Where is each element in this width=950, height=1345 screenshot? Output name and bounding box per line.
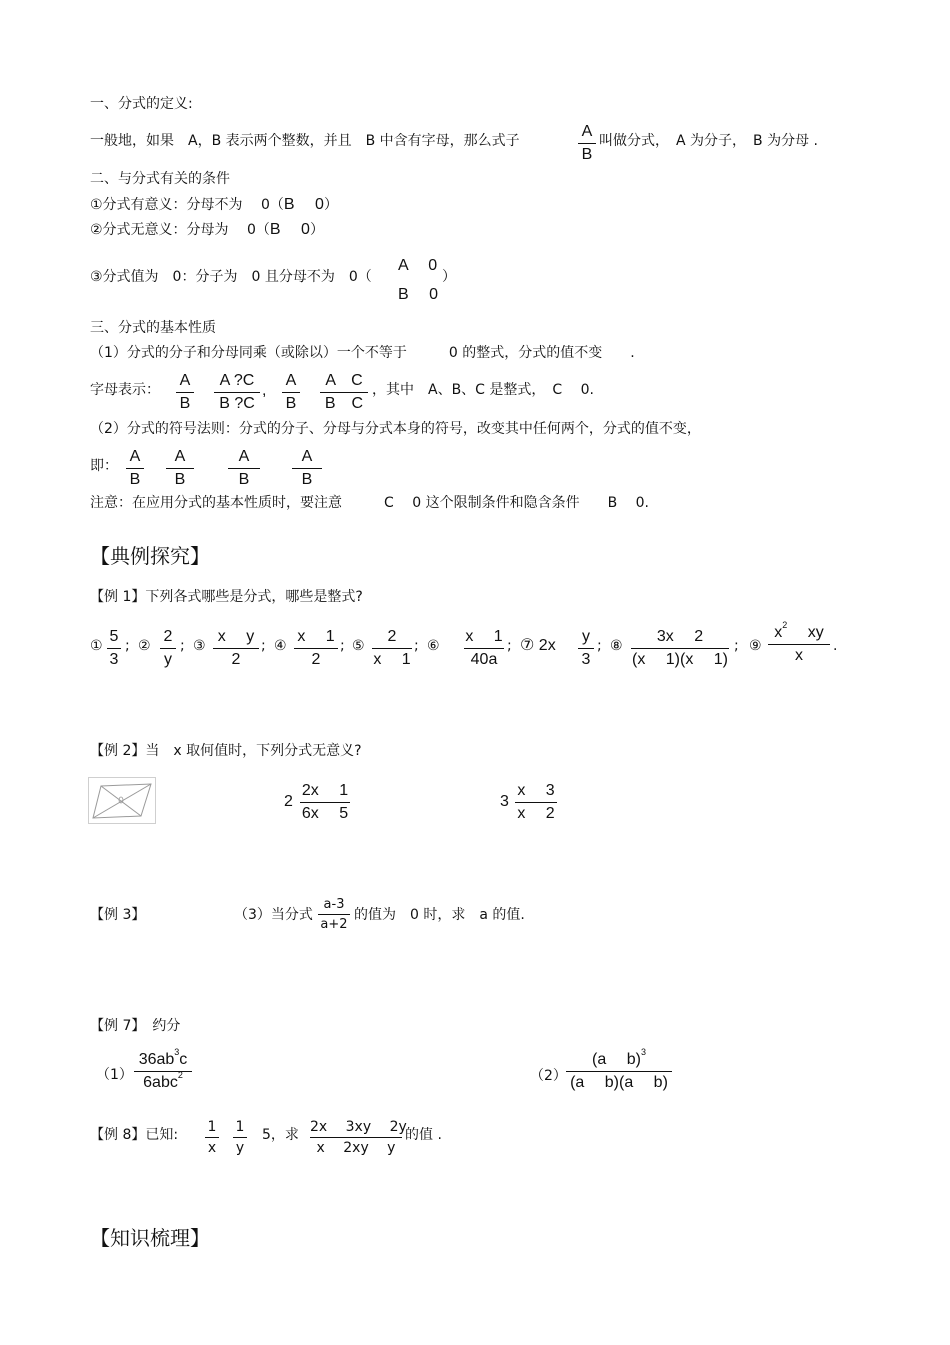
- example-1-sep-6: ;: [507, 638, 512, 654]
- example-1-marker-6: ⑥: [427, 638, 440, 654]
- example-3-text-end: 的值为 0 时，求 a 的值.: [354, 907, 525, 923]
- example-1-marker-9: ⑨: [749, 638, 762, 654]
- example-1-expr-1: 5 3: [107, 629, 121, 668]
- sign-fraction-3: A B: [228, 449, 260, 488]
- example-3-title: 【例 3】: [90, 907, 146, 923]
- example-1-expr-9: $x^2$ xy x: [768, 625, 830, 664]
- example-1-marker-1: ①: [90, 638, 103, 654]
- sign-fraction-2: A B: [166, 449, 194, 488]
- example-8-text-end: 的值 .: [405, 1127, 442, 1143]
- definition-text-end: 叫做分式， A 为分子， B 为分母 .: [599, 133, 818, 149]
- property-2-text: （2）分式的符号法则：分式的分子、分母与分式本身的符号，改变其中任何两个，分式的值不变，: [90, 421, 701, 437]
- example-1-sep-8: ;: [734, 638, 739, 654]
- letters-text-end: ，其中 A、B、C 是整式， C 0.: [372, 382, 594, 398]
- example-8-title: 【例 8】已知:: [90, 1127, 179, 1143]
- example-2-label-3: 3: [500, 793, 509, 810]
- example-1-sep-1: ;: [125, 638, 130, 654]
- example-1-marker-3: ③: [193, 638, 206, 654]
- example-1-expr-8: 3x 2 (x 1)(x 1): [631, 628, 728, 668]
- example-1-title: 【例 1】下列各式哪些是分式，哪些是整式?: [90, 589, 363, 605]
- example-2-title: 【例 2】当 x 取何值时，下列分式无意义?: [90, 743, 362, 759]
- condition-zero-close: ）: [442, 269, 456, 285]
- example-3-text: （3）当分式: [234, 907, 313, 923]
- letters-fraction-3: A B: [282, 373, 300, 412]
- example-1-expr-7: y 3: [578, 629, 594, 668]
- example-1-expr-3: x y 2: [213, 629, 259, 668]
- condition-zero-value: ③分式值为 0：分子为 0 且分母不为 0（: [90, 269, 372, 285]
- example-1-expr-4: x 1 2: [294, 629, 338, 668]
- section-definition-title: 一、分式的定义:: [90, 96, 193, 112]
- condition-zero-denominator: B 0: [398, 286, 439, 303]
- example-1-marker-7: ⑦ 2x: [520, 637, 556, 654]
- section-properties-title: 三、分式的基本性质: [90, 320, 216, 336]
- property-1-text: （1）分式的分子和分母同乘（或除以）一个不等于 0 的整式，分式的值不变 .: [90, 345, 635, 361]
- review-heading: 【知识梳理】: [90, 1226, 210, 1250]
- example-1-marker-5: ⑤: [352, 638, 365, 654]
- section-conditions-title: 二、与分式有关的条件: [90, 171, 230, 187]
- example-1-sep-4: ;: [340, 638, 345, 654]
- example-7-expr-2: (a b)$^3$ (a b)(a b): [566, 1052, 672, 1091]
- example-1-sep-7: ;: [597, 638, 602, 654]
- letters-fraction-2: A ?C B ?C: [214, 373, 260, 412]
- example-7-label-2: （2）: [530, 1068, 567, 1084]
- letters-label: 字母表示：: [90, 382, 160, 398]
- example-1-expr-6: x 1 40a: [465, 628, 503, 668]
- example-1-expr-5: 2 x 1: [373, 628, 411, 668]
- example-1-sep-2: ;: [180, 638, 185, 654]
- condition-meaningless: ②分式无意义：分母为 0（B 0）: [90, 221, 324, 238]
- definition-text: 一般地，如果 A，B 表示两个整数，并且 B 中含有字母，那么式子: [90, 133, 520, 149]
- example-1-sep-5: ;: [414, 638, 419, 654]
- condition-meaningful: ①分式有意义：分母不为 0（B 0）: [90, 196, 338, 213]
- example-8-text: 5，求: [262, 1127, 299, 1143]
- letters-comma: ,: [262, 382, 267, 399]
- example-8-fraction-1: 1 x: [205, 1120, 219, 1155]
- example-8-fraction-3: 2x 3xy 2y x 2xy y: [310, 1119, 407, 1156]
- example-1-marker-8: ⑧: [610, 638, 623, 654]
- letters-fraction-1: A B: [176, 373, 194, 412]
- example-1-sep-3: ;: [261, 638, 266, 654]
- example-7-label-1: （1）: [96, 1067, 133, 1083]
- examples-heading: 【典例探究】: [90, 544, 210, 568]
- example-7-title: 【例 7】 约分: [90, 1018, 181, 1034]
- example-2-expr-2: 2x 1 6x 5: [301, 782, 349, 822]
- example-1-marker-2: ②: [138, 638, 151, 654]
- example-8-fraction-2: 1 y: [233, 1120, 247, 1155]
- example-1-expr-2: 2 y: [160, 629, 176, 668]
- note-text: 注意：在应用分式的基本性质时，要注意 C 0 这个限制条件和隐含条件 B 0.: [90, 495, 649, 511]
- example-7-expr-1: $36ab^3c$ 6abc$^2$: [134, 1052, 192, 1091]
- sign-fraction-1: A B: [126, 449, 144, 488]
- example-1-end: .: [833, 638, 838, 654]
- example-1-marker-4: ④: [274, 638, 287, 654]
- letters-fraction-4: A C B C: [320, 373, 368, 412]
- example-2-expr-3: x 3 x 2: [515, 783, 557, 822]
- geometry-figure-image: [88, 777, 156, 824]
- definition-fraction: A B: [578, 124, 596, 163]
- sign-fraction-4: A B: [292, 449, 322, 488]
- sign-rule-label: 即：: [90, 458, 118, 474]
- example-2-label-2: 2: [284, 793, 293, 810]
- example-3-fraction: a-3 a+2: [318, 898, 350, 931]
- condition-zero-numerator: A 0: [398, 257, 438, 274]
